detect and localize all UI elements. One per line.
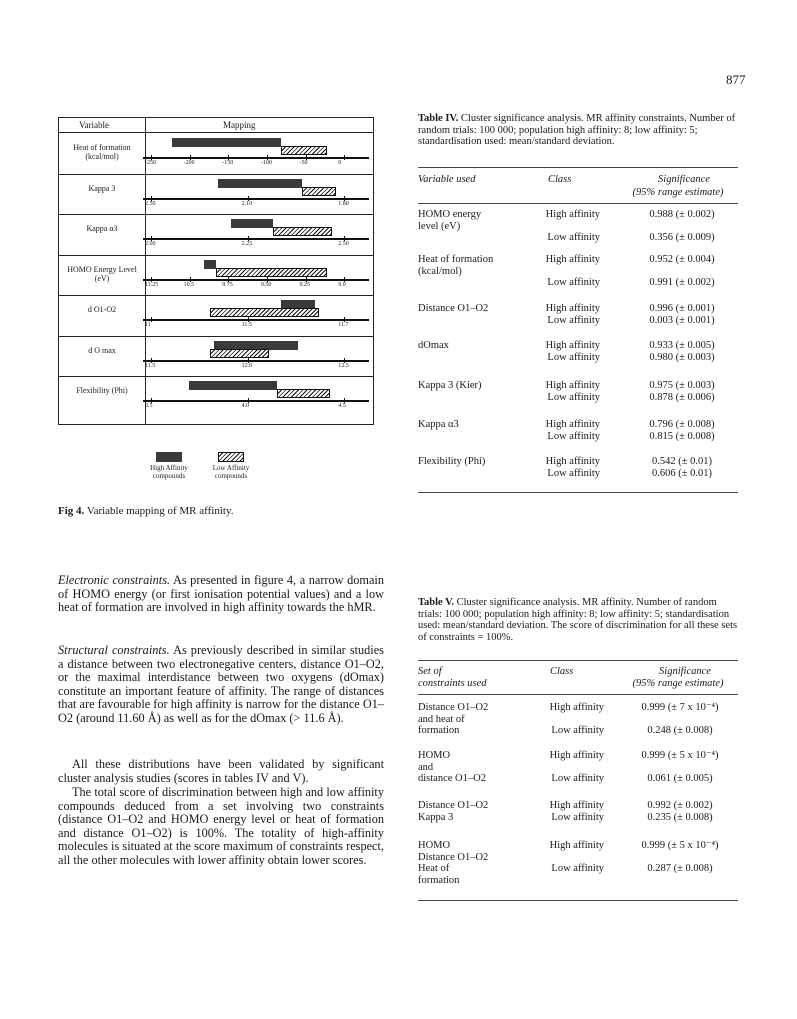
table5-class-low: Low affinity (551, 773, 604, 784)
table4-col-class: Class (548, 174, 572, 185)
axis-tick-label: 11.25 (145, 281, 159, 288)
table4-variable: dOmax (418, 340, 449, 351)
axis-tick-label: 2.00 (145, 241, 156, 247)
legend-low-swatch (218, 452, 244, 462)
figure-caption (58, 505, 233, 517)
table5-set-line: and heat of (418, 713, 465, 725)
figure-row-separator (59, 376, 373, 377)
axis-tick-label: 0 (338, 160, 342, 166)
axis-tick-label: 2.10 (241, 200, 253, 207)
table4-significance-high: 0.933 (± 0.005) (649, 340, 715, 351)
axis-tick-label: 12.5 (338, 362, 349, 369)
table5-significance-high: 0.992 (± 0.002) (647, 800, 713, 811)
table4-variable: Flexibility (Phi) (418, 456, 486, 467)
figure-row-label: HOMO Energy Level (eV) (67, 264, 137, 283)
paragraph-structural (58, 644, 384, 726)
low-affinity-bar (281, 146, 327, 155)
low-affinity-bar (216, 268, 327, 277)
figure-row-label: Kappa 3 (88, 183, 116, 193)
table4-class-low: Low affinity (547, 431, 600, 442)
table4-caption-prefix: Table IV. (418, 113, 459, 124)
high-affinity-bar (204, 260, 217, 269)
table4-significance-low: 0.980 (± 0.003) (649, 352, 715, 363)
table4-significance-low: 0.991 (± 0.002) (649, 277, 715, 288)
axis-tick-mark (344, 155, 345, 160)
table5-significance-low: 0.235 (± 0.008) (647, 811, 713, 823)
table5-set-line: distance O1–O2 (418, 773, 486, 784)
figure-axis (143, 400, 369, 402)
legend-high-swatch (156, 452, 182, 462)
axis-tick-label: 9.0 (338, 281, 346, 288)
table4-caption (418, 113, 738, 148)
table5-set-line: formation (418, 874, 460, 886)
figure-caption-prefix: Fig 4. (58, 505, 85, 517)
table4-class-low: Low affinity (547, 277, 600, 288)
figure-row-label: Heat of formation (kcal/mol) (73, 143, 131, 162)
figure-axis (143, 360, 369, 362)
low-affinity-bar (210, 349, 269, 358)
figure-row-label: Flexibility (Phi) (76, 386, 128, 396)
table5-significance-high: 0.999 (± 5 x 10⁻⁴) (641, 840, 719, 851)
low-affinity-bar (210, 308, 319, 317)
axis-tick-label: 2.50 (338, 241, 349, 247)
page-number: 877 (726, 72, 746, 87)
table5-significance-low: 0.248 (± 0.008) (647, 725, 713, 736)
axis-tick-label: -150 (222, 160, 234, 166)
high-affinity-bar (231, 219, 273, 228)
table5-class-low: Low affinity (551, 725, 604, 736)
table4-class-low: Low affinity (547, 232, 600, 243)
axis-tick-label: -250 (145, 160, 156, 166)
table4-class-high: High affinity (545, 456, 600, 467)
axis-tick-label: 11.7 (338, 322, 349, 328)
table4-class-high: High affinity (545, 419, 600, 430)
table4-col-variable: Variable used (418, 174, 476, 185)
axis-tick-label: 4.5 (338, 403, 346, 409)
axis-tick-label: 3.5 (145, 403, 153, 409)
table4-variable: Heat of formation (kcal/mol) (418, 254, 494, 277)
table5-set-line: HOMO (418, 840, 451, 851)
legend-high-label: High Affinity compounds (150, 464, 188, 480)
high-affinity-bar (189, 381, 277, 390)
table5-col-significance-range: (95% range estimate) (632, 678, 724, 689)
axis-tick-label: 9.75 (222, 281, 233, 288)
figure-row-label: d O1-O2 (87, 305, 117, 315)
table5-class-high: High affinity (549, 702, 604, 713)
axis-tick-label: 10.5 (183, 281, 195, 288)
low-affinity-bar (277, 389, 330, 398)
legend-high (149, 452, 189, 480)
axis-tick-label: 11.5 (241, 322, 252, 328)
high-affinity-bar (172, 138, 281, 147)
table5-significance-high: 0.999 (± 7 x 10⁻⁴) (641, 702, 719, 713)
table4-class-low: Low affinity (547, 315, 600, 326)
axis-tick-label: -100 (260, 160, 272, 166)
axis-tick-label: 9.50 (260, 281, 272, 288)
table5-class-high: High affinity (549, 840, 604, 851)
table5-class-low: Low affinity (551, 863, 604, 874)
table4-caption-text: Cluster significance analysis. MR affinity constraints. Number of random trials: 100 000; population high affinity: 8; low affinity: 5; standardisation used: mean/standard deviation. (418, 113, 736, 147)
figure-axis (143, 319, 369, 321)
legend-low-label: Low Affinity compounds (212, 464, 250, 480)
table4-variable: Distance O1–O2 (418, 303, 489, 314)
table4-class-high: High affinity (545, 209, 600, 220)
table4-significance-high: 0.796 (± 0.008) (649, 419, 715, 430)
table5-caption-prefix: Table V. (418, 597, 454, 608)
axis-tick-label: -50 (299, 160, 308, 166)
table4-significance-low: 0.356 (± 0.009) (649, 232, 715, 243)
axis-tick-label: 12.0 (241, 362, 253, 369)
table4-significance-low: 0.606 (± 0.01) (651, 468, 712, 479)
figure-row-separator (59, 255, 373, 256)
axis-tick-label: 11 (145, 322, 151, 328)
legend-low (211, 452, 251, 480)
table4-significance-high: 0.996 (± 0.001) (649, 303, 715, 314)
high-affinity-bar (218, 179, 302, 188)
table4-variable: Kappa 3 (Kier) (418, 380, 482, 391)
table4-class-low: Low affinity (547, 468, 600, 479)
table5-set-line: Distance O1–O2 (418, 851, 489, 863)
paragraph-electronic (58, 574, 384, 615)
table5-significance-low: 0.287 (± 0.008) (647, 863, 713, 874)
axis-tick-label: -200 (183, 160, 195, 166)
table5-class-low: Low affinity (551, 811, 604, 823)
figure-row-separator (59, 174, 373, 175)
paragraph-structural-head: Structural constraints. (58, 643, 170, 657)
table4-variable: Kappa α3 (418, 419, 459, 430)
table4-variable: HOMO energy level (eV) (418, 209, 482, 232)
table5-caption (418, 597, 738, 643)
figure-caption-text: Variable mapping of MR affinity. (86, 505, 234, 517)
table4-col-significance-range: (95% range estimate) (632, 187, 724, 198)
table4-significance-high: 0.975 (± 0.003) (649, 380, 715, 391)
low-affinity-bar (273, 227, 332, 236)
table4-class-low: Low affinity (547, 392, 600, 403)
figure-header-variable: Variable (79, 120, 109, 130)
low-affinity-bar (302, 187, 336, 196)
table5-col-set: Set of (418, 666, 442, 677)
figure-row-separator (59, 295, 373, 296)
table5-col-class: Class (550, 666, 574, 677)
figure-axis (143, 198, 369, 200)
figure-axis (143, 238, 369, 240)
table5-set-line: Distance O1–O2 (418, 702, 489, 713)
table5-significance-low: 0.061 (± 0.005) (647, 773, 713, 784)
table5-set-line: Distance O1–O2 (418, 800, 489, 811)
paragraph-structural-text: As previously described in similar studies a distance between two electronegative centers, distance O1–O2, or the maximal interdistance between two oxygens (dOmax) constitute an important feature of affinity. The range of distances that are favourable for high affinity is narrow for the distance O1–O2 (around 11.60 Å) as well as for the dOmax (> 11.6 Å). (58, 643, 384, 725)
axis-tick-label: 4.0 (241, 403, 250, 409)
table4-class-low: Low affinity (547, 352, 600, 363)
table5-significance-high: 0.999 (± 5 x 10⁻⁴) (641, 750, 719, 761)
axis-tick-mark (151, 317, 152, 322)
paragraph-electronic-text: As presented in figure 4, a narrow domain of HOMO energy (or first ionisation potential values) and a low heat of formation are involved in high affinity towards the hMR. (58, 573, 384, 615)
table4-col-significance: Significance (658, 174, 710, 185)
figure-row-separator (59, 336, 373, 337)
figure-variable-mapping (58, 117, 374, 480)
table5-set-line: Heat of (418, 863, 450, 874)
table4-class-high: High affinity (545, 380, 600, 391)
table5-set-line: HOMO (418, 750, 451, 761)
table4-class-high: High affinity (545, 303, 600, 314)
figure-header-mapping: Mapping (223, 120, 256, 130)
figure-axis (143, 279, 369, 281)
table4-significance-low: 0.003 (± 0.001) (649, 315, 715, 326)
figure-row-separator (59, 214, 373, 215)
figure-row-label: Kappa α3 (86, 224, 118, 234)
table5-set-line: formation (418, 725, 460, 736)
figure-row-label: d O max (88, 345, 116, 355)
table5-caption-text: Cluster significance analysis. MR affinity. Number of random trials: 100 000; population high affinity: 8; low affinity: 5; standardisation used: mean/standard deviation. The score of discrimination for all these sets of constraints = 100%. (418, 597, 738, 643)
table5-col-set-2: constraints used (418, 678, 487, 689)
paragraph-validation: All these distributions have been validated by significant cluster analysis studies (scores in tables IV and V). (58, 757, 384, 785)
axis-tick-label: 9.25 (299, 281, 311, 288)
axis-tick-label: 2.50 (145, 200, 156, 207)
axis-tick-label: 11.5 (145, 362, 156, 369)
axis-tick-label: 2.25 (241, 241, 253, 247)
table5-col-significance: Significance (659, 666, 711, 677)
figure-axis (143, 157, 369, 159)
table5-class-high: High affinity (549, 800, 604, 811)
paragraph-total-score: The total score of discrimination between high and low affinity compounds deduced from a set involving two constraints (distance O1–O2 and HOMO energy level or heat of formation and distance O1–O2) is 100%. The totality of high-affinity molecules is situated at the score maximum of constraints respect, all the other molecules with lower affinity obtain lower scores. (58, 785, 384, 867)
table4-significance-low: 0.815 (± 0.008) (649, 431, 715, 442)
table4-class-high: High affinity (545, 254, 600, 265)
table4-significance-high: 0.988 (± 0.002) (649, 209, 715, 220)
table4-significance-low: 0.878 (± 0.006) (649, 392, 715, 403)
axis-tick-label: 1.80 (338, 200, 349, 207)
table4-significance-high: 0.952 (± 0.004) (649, 254, 715, 265)
table5-set-line: and (418, 761, 434, 773)
table5-class-high: High affinity (549, 750, 604, 761)
paragraph-electronic-head: Electronic constraints. (58, 573, 171, 587)
table4-significance-high: 0.542 (± 0.01) (651, 456, 712, 467)
table5-set-line: Kappa 3 (418, 811, 454, 823)
table4-class-high: High affinity (545, 340, 600, 351)
